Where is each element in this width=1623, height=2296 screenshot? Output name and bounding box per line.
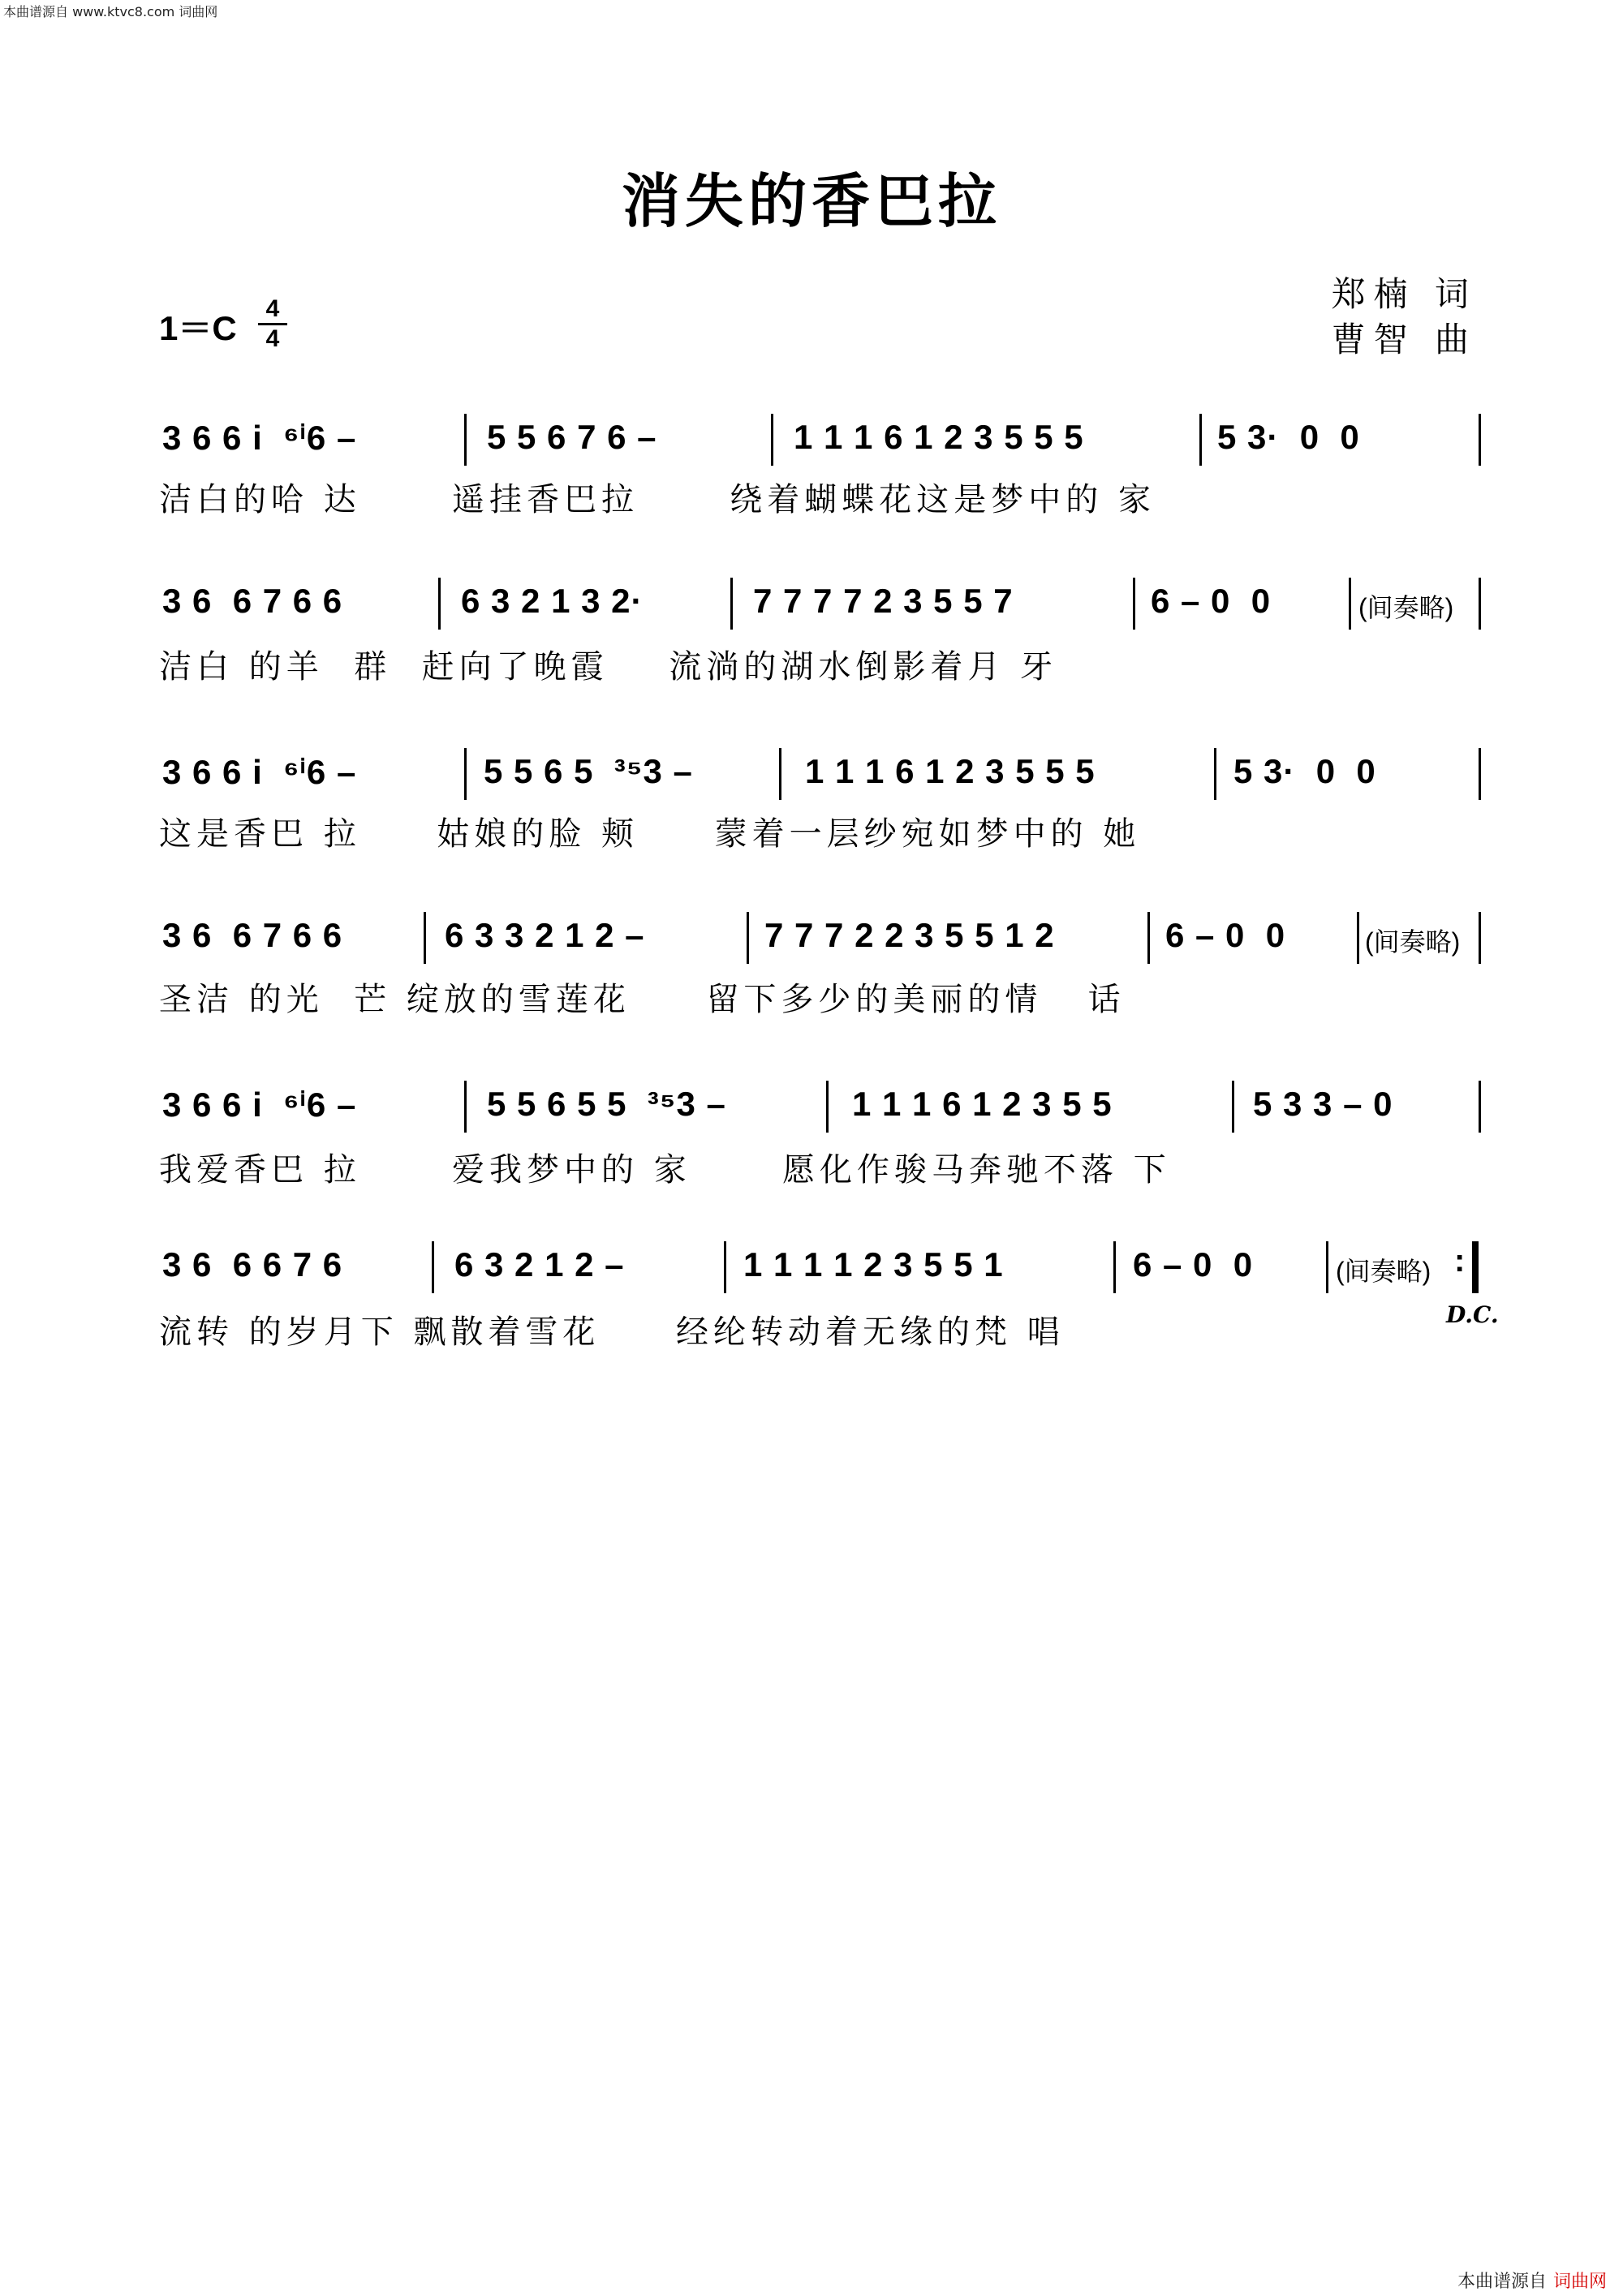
watermark-top: 本曲谱源自 www.ktvc8.com 词曲网 <box>3 4 218 19</box>
bar-line <box>1479 1081 1481 1133</box>
lyrics-line: 洁白 的羊 群 赶向了晚霞 流淌的湖水倒影着月 牙 <box>159 648 1058 686</box>
lyrics-line: 我爱香巴 拉 爱我梦中的 家 愿化作骏马奔驰不落 下 <box>159 1151 1171 1189</box>
bar-line <box>1479 414 1481 466</box>
page-title: 消失的香巴拉 <box>621 166 1001 235</box>
bar-line <box>1133 578 1135 630</box>
measure-notes: 6 3 3 2 1 2 – <box>445 916 645 954</box>
lyrics-line: 圣洁 的光 芒 绽放的雪莲花 留下多少的美丽的情 话 <box>159 981 1126 1018</box>
measure-notes: 3 6 6 7 6 6 <box>162 582 343 620</box>
repeat-dots: : <box>1454 1243 1466 1279</box>
meter-bottom: 4 <box>265 325 280 352</box>
bar-line <box>771 414 773 466</box>
bar-line <box>1349 578 1351 630</box>
bar-line <box>747 912 749 964</box>
bar-line <box>730 578 733 630</box>
measure-notes: 3 6 6 7 6 6 <box>162 916 343 954</box>
lyrics-line: 流转 的岁月下 飘散着雪花 经纶转动着无缘的梵 唱 <box>159 1314 1065 1351</box>
measure-notes: 1 1 1 6 1 2 3 5 5 <box>852 1085 1113 1123</box>
lyrics-line: 这是香巴 拉 姑娘的脸 颊 蒙着一层纱宛如梦中的 她 <box>159 815 1141 853</box>
bar-line <box>1147 912 1150 964</box>
bar-line <box>424 912 426 964</box>
measure-notes: 6 3 2 1 3 2· <box>461 582 644 620</box>
measure-notes: 1 1 1 6 1 2 3 5 5 5 <box>805 752 1096 790</box>
time-signature <box>258 297 287 351</box>
measure-notes: 3 6 6 i ⁶ⁱ6 – <box>162 753 357 791</box>
measure-notes: 5 3· 0 0 <box>1233 752 1376 790</box>
bar-line <box>464 1081 467 1133</box>
lyrics-line: 洁白的哈 达 遥挂香巴拉 绕着蝴蝶花这是梦中的 家 <box>159 481 1156 518</box>
measure-notes: 1 1 1 6 1 2 3 5 5 5 <box>794 418 1084 456</box>
bar-line <box>464 748 467 800</box>
interlude-note: (间奏略) <box>1336 1257 1431 1286</box>
measure-notes: 5 5 6 5 ³⁵3 – <box>484 752 693 790</box>
bar-line <box>1214 748 1216 800</box>
measure-notes: 3 6 6 6 7 6 <box>162 1245 343 1283</box>
bar-line <box>464 414 467 466</box>
bar-line <box>779 748 781 800</box>
bar-line <box>1479 578 1481 630</box>
bar-line <box>826 1081 829 1133</box>
interlude-note: (间奏略) <box>1358 593 1454 622</box>
measure-notes: 3 6 6 i ⁶ⁱ6 – <box>162 419 357 457</box>
measure-notes: 6 – 0 0 <box>1165 916 1286 954</box>
measure-notes: 6 – 0 0 <box>1133 1245 1254 1283</box>
bar-line <box>1199 414 1202 466</box>
watermark-bottom <box>1457 2268 1607 2293</box>
measure-notes: 7 7 7 2 2 3 5 5 1 2 <box>764 916 1055 954</box>
measure-notes: 5 5 6 7 6 – <box>487 418 657 456</box>
bar-line <box>724 1241 726 1293</box>
key-signature: 1＝C <box>159 309 237 347</box>
measure-notes: 5 3· 0 0 <box>1217 418 1360 456</box>
measure-notes: 3 6 6 i ⁶ⁱ6 – <box>162 1086 357 1124</box>
bar-line <box>438 578 441 630</box>
composer-credit: 曹智 曲 <box>1331 320 1477 359</box>
interlude-note: (间奏略) <box>1365 927 1461 957</box>
watermark-bottom-source: 本曲谱源自 <box>1457 2272 1547 2292</box>
watermark-bottom-site: 词曲网 <box>1552 2272 1607 2292</box>
bar-line <box>1113 1241 1116 1293</box>
bar-line <box>1357 912 1359 964</box>
meter-top: 4 <box>265 295 280 322</box>
measure-notes: 1 1 1 1 2 3 5 5 1 <box>743 1245 1004 1283</box>
dc-mark: D.C. <box>1446 1301 1499 1328</box>
measure-notes: 5 5 6 5 5 ³⁵3 – <box>487 1085 726 1123</box>
lyricist-credit: 郑楠 词 <box>1331 274 1477 314</box>
bar-line <box>1232 1081 1234 1133</box>
measure-notes: 6 3 2 1 2 – <box>454 1245 625 1283</box>
measure-notes: 6 – 0 0 <box>1151 582 1272 620</box>
bar-line <box>432 1241 434 1293</box>
measure-notes: 5 3 3 – 0 <box>1253 1085 1393 1123</box>
measure-notes: 7 7 7 7 2 3 5 5 7 <box>753 582 1014 620</box>
bar-line <box>1326 1241 1328 1293</box>
bar-line <box>1479 748 1481 800</box>
bar-line <box>1479 912 1481 964</box>
repeat-end-barline <box>1472 1241 1479 1293</box>
